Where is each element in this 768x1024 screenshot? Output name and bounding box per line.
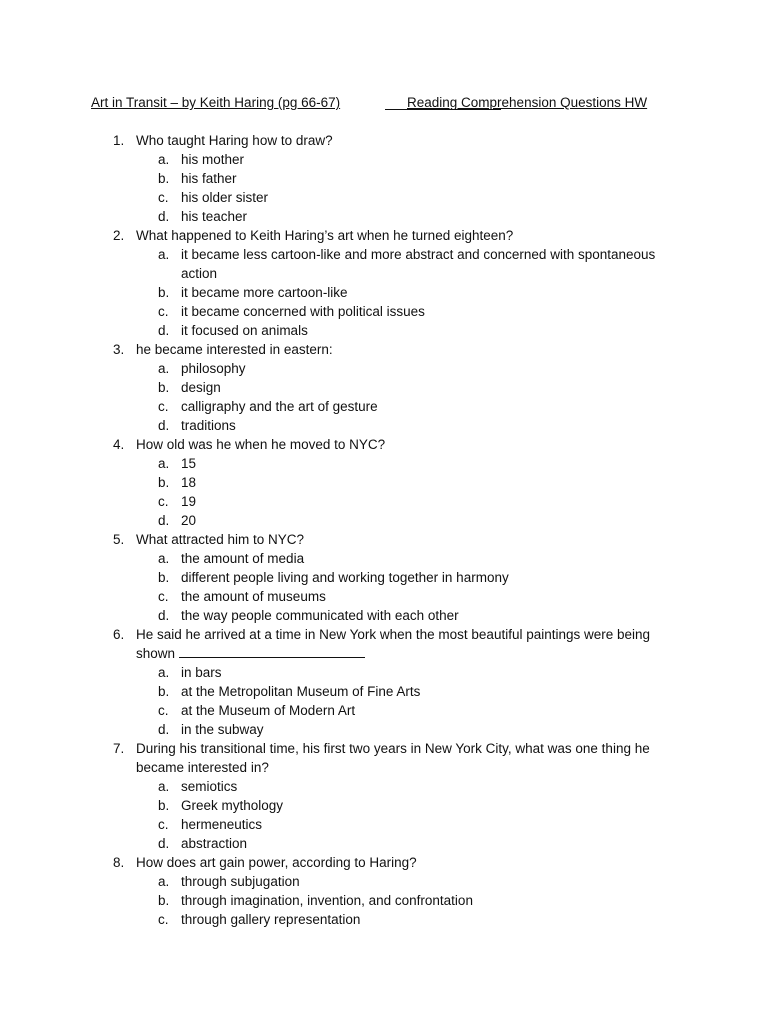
answer-option	[0, 454, 768, 473]
option-text: his older sister	[181, 190, 269, 205]
answer-option	[0, 815, 768, 834]
option-text: through gallery representation	[181, 912, 361, 927]
question-text: What happened to Keith Haring’s art when he turned eighteen?	[136, 228, 514, 243]
option-letter: c.	[158, 399, 169, 414]
option-text: different people living and working together in harmony	[181, 570, 509, 585]
option-text: his teacher	[181, 209, 248, 224]
answer-option	[0, 511, 768, 530]
answer-option	[0, 872, 768, 891]
question-text: Who taught Haring how to draw?	[136, 133, 333, 148]
option-letter: a.	[158, 665, 170, 680]
option-text: in the subway	[181, 722, 264, 737]
option-letter: a.	[158, 551, 170, 566]
option-text: it became concerned with political issues	[181, 304, 425, 319]
option-text: abstraction	[181, 836, 248, 851]
option-letter: b.	[158, 570, 170, 585]
option-text: philosophy	[181, 361, 246, 376]
option-letter: a.	[158, 456, 170, 471]
answer-option	[0, 587, 768, 606]
option-letter: d.	[158, 836, 170, 851]
question-number: 1.	[113, 133, 125, 148]
question-text-wrapper	[136, 625, 676, 663]
option-text: hermeneutics	[181, 817, 263, 832]
question-text: He said he arrived at a time in New York when the most beautiful paintings were being shown	[136, 627, 651, 661]
answer-options	[0, 549, 768, 625]
option-letter: d.	[158, 209, 170, 224]
answer-option	[0, 568, 768, 587]
answer-option	[0, 169, 768, 188]
question-text: How does art gain power, according to Haring?	[136, 855, 417, 870]
answer-option	[0, 796, 768, 815]
option-text: it became less cartoon-like and more abstract and concerned with spontaneous action	[181, 247, 656, 281]
answer-option	[0, 207, 768, 226]
answer-option	[0, 720, 768, 739]
answer-option	[0, 891, 768, 910]
option-text: 20	[181, 513, 197, 528]
question-6	[0, 625, 768, 739]
option-letter: c.	[158, 703, 169, 718]
option-letter: b.	[158, 893, 170, 908]
answer-option	[0, 150, 768, 169]
answer-option	[0, 359, 768, 378]
option-letter: c.	[158, 589, 169, 604]
option-text: the amount of museums	[181, 589, 326, 604]
option-letter: d.	[158, 323, 170, 338]
question-number: 6.	[113, 627, 125, 642]
question-3	[0, 340, 768, 435]
option-text: in bars	[181, 665, 222, 680]
option-letter: c.	[158, 817, 169, 832]
option-letter: d.	[158, 608, 170, 623]
question-7	[0, 739, 768, 853]
question-text: How old was he when he moved to NYC?	[136, 437, 386, 452]
option-text: 18	[181, 475, 197, 490]
question-list	[0, 131, 768, 929]
option-text: traditions	[181, 418, 236, 433]
question-number: 3.	[113, 342, 125, 357]
option-text: the amount of media	[181, 551, 305, 566]
option-text: 15	[181, 456, 197, 471]
answer-option	[0, 910, 768, 929]
option-text: through imagination, invention, and confrontation	[181, 893, 473, 908]
option-letter: b.	[158, 171, 170, 186]
option-text: semiotics	[181, 779, 238, 794]
option-text: his father	[181, 171, 237, 186]
question-number: 5.	[113, 532, 125, 547]
answer-option	[0, 321, 768, 340]
answer-option	[0, 283, 768, 302]
option-text: it focused on animals	[181, 323, 308, 338]
answer-option	[0, 682, 768, 701]
answer-option	[0, 777, 768, 796]
option-letter: a.	[158, 874, 170, 889]
question-number: 8.	[113, 855, 125, 870]
question-number: 4.	[113, 437, 125, 452]
option-text: design	[181, 380, 221, 395]
question-text: he became interested in eastern:	[136, 342, 333, 357]
answer-option	[0, 834, 768, 853]
option-letter: c.	[158, 304, 169, 319]
answer-option	[0, 606, 768, 625]
option-letter: b.	[158, 798, 170, 813]
question-1	[0, 131, 768, 226]
answer-options	[0, 359, 768, 435]
option-text: his mother	[181, 152, 245, 167]
option-text: 19	[181, 494, 197, 509]
answer-option	[0, 378, 768, 397]
option-letter: b.	[158, 285, 170, 300]
answer-option	[0, 473, 768, 492]
answer-option	[0, 397, 768, 416]
answer-option	[0, 701, 768, 720]
option-letter: b.	[158, 380, 170, 395]
question-text: During his transitional time, his first two years in New York City, what was one thing he became interested in?	[136, 741, 650, 775]
option-letter: d.	[158, 418, 170, 433]
answer-option	[0, 188, 768, 207]
answer-options	[0, 245, 768, 340]
answer-options	[0, 454, 768, 530]
option-text: through subjugation	[181, 874, 300, 889]
option-letter: a.	[158, 779, 170, 794]
option-letter: a.	[158, 152, 170, 167]
question-8	[0, 853, 768, 929]
option-letter: d.	[158, 722, 170, 737]
answer-option	[0, 245, 768, 283]
answer-options	[0, 150, 768, 226]
worksheet-header	[91, 95, 691, 113]
option-letter: a.	[158, 247, 170, 262]
option-text: Greek mythology	[181, 798, 284, 813]
answer-option	[0, 416, 768, 435]
option-letter: b.	[158, 475, 170, 490]
answer-option	[0, 663, 768, 682]
question-number: 7.	[113, 741, 125, 756]
question-5	[0, 530, 768, 625]
option-letter: d.	[158, 513, 170, 528]
question-number: 2.	[113, 228, 125, 243]
option-text: the way people communicated with each other	[181, 608, 459, 623]
answer-options	[0, 872, 768, 929]
answer-options	[0, 663, 768, 739]
answer-blank[interactable]	[179, 644, 365, 658]
answer-option	[0, 549, 768, 568]
option-letter: c.	[158, 494, 169, 509]
answer-options	[0, 777, 768, 853]
question-text: What attracted him to NYC?	[136, 532, 305, 547]
answer-option	[0, 492, 768, 511]
option-text: at the Metropolitan Museum of Fine Arts	[181, 684, 421, 699]
option-letter: c.	[158, 912, 169, 927]
option-letter: b.	[158, 684, 170, 699]
option-letter: a.	[158, 361, 170, 376]
question-4	[0, 435, 768, 530]
option-letter: c.	[158, 190, 169, 205]
option-text: at the Museum of Modern Art	[181, 703, 356, 718]
option-text: it became more cartoon-like	[181, 285, 348, 300]
worksheet-title: Art in Transit – by Keith Haring (pg 66-67)	[91, 95, 341, 110]
option-text: calligraphy and the art of gesture	[181, 399, 378, 414]
answer-option	[0, 302, 768, 321]
worksheet-subtitle: Reading Comprehension Questions HW	[407, 95, 648, 110]
question-2	[0, 226, 768, 340]
